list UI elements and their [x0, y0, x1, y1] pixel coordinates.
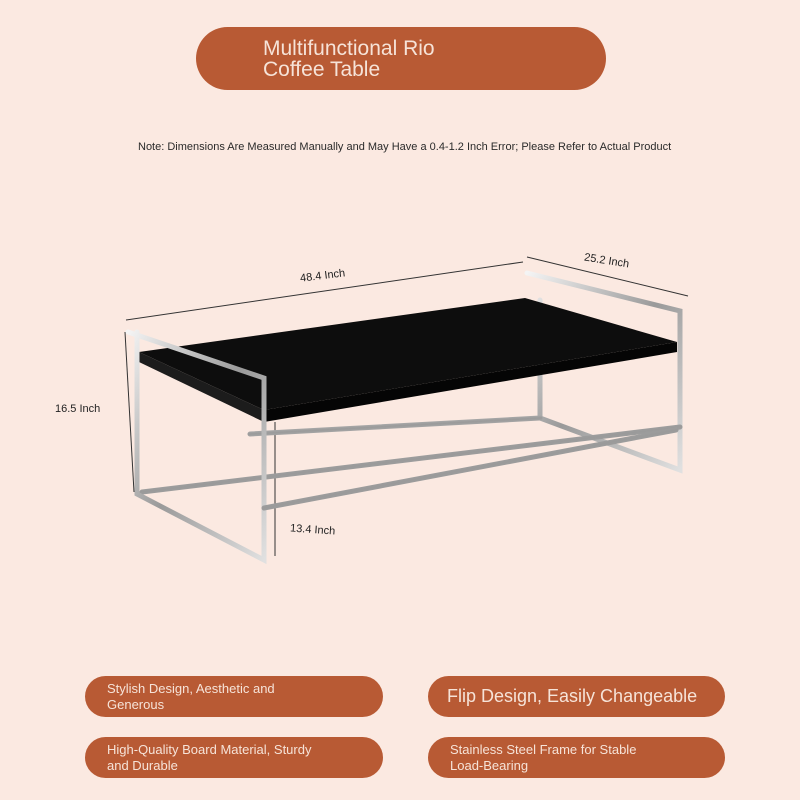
product-title-line1: Multifunctional Rio: [263, 37, 435, 60]
length-label: 48.4 Inch: [299, 267, 346, 285]
dimension-lines: [125, 257, 688, 556]
dimension-note: Note: Dimensions Are Measured Manually and May Have a 0.4-1.2 Inch Error; Please Refer to Actual Product: [138, 141, 672, 153]
width-label: 25.2 Inch: [583, 251, 630, 271]
feature-text-line2: and Durable: [107, 757, 178, 773]
feature-text-line1: Stainless Steel Frame for Stable: [450, 741, 637, 757]
height-dimension-line: [125, 332, 134, 492]
feature-pill-stylish-design: [85, 676, 383, 717]
height-label: 16.5 Inch: [55, 403, 101, 415]
feature-text-line1: High-Quality Board Material, Sturdy: [107, 741, 312, 757]
feature-pill-steel-frame: [428, 737, 725, 778]
feature-text-line1: Stylish Design, Aesthetic and: [107, 680, 275, 696]
feature-pill-flip-design: [428, 676, 725, 717]
feature-text-line2: Generous: [107, 696, 165, 712]
feature-pill-board-material: [85, 737, 383, 778]
feature-text-line1: Flip Design, Easily Changeable: [447, 686, 698, 706]
feature-text-line2: Load-Bearing: [450, 757, 529, 773]
tabletop: [139, 298, 677, 422]
product-title-line2: Coffee Table: [263, 58, 381, 81]
clearance-label: 13.4 Inch: [289, 522, 336, 538]
